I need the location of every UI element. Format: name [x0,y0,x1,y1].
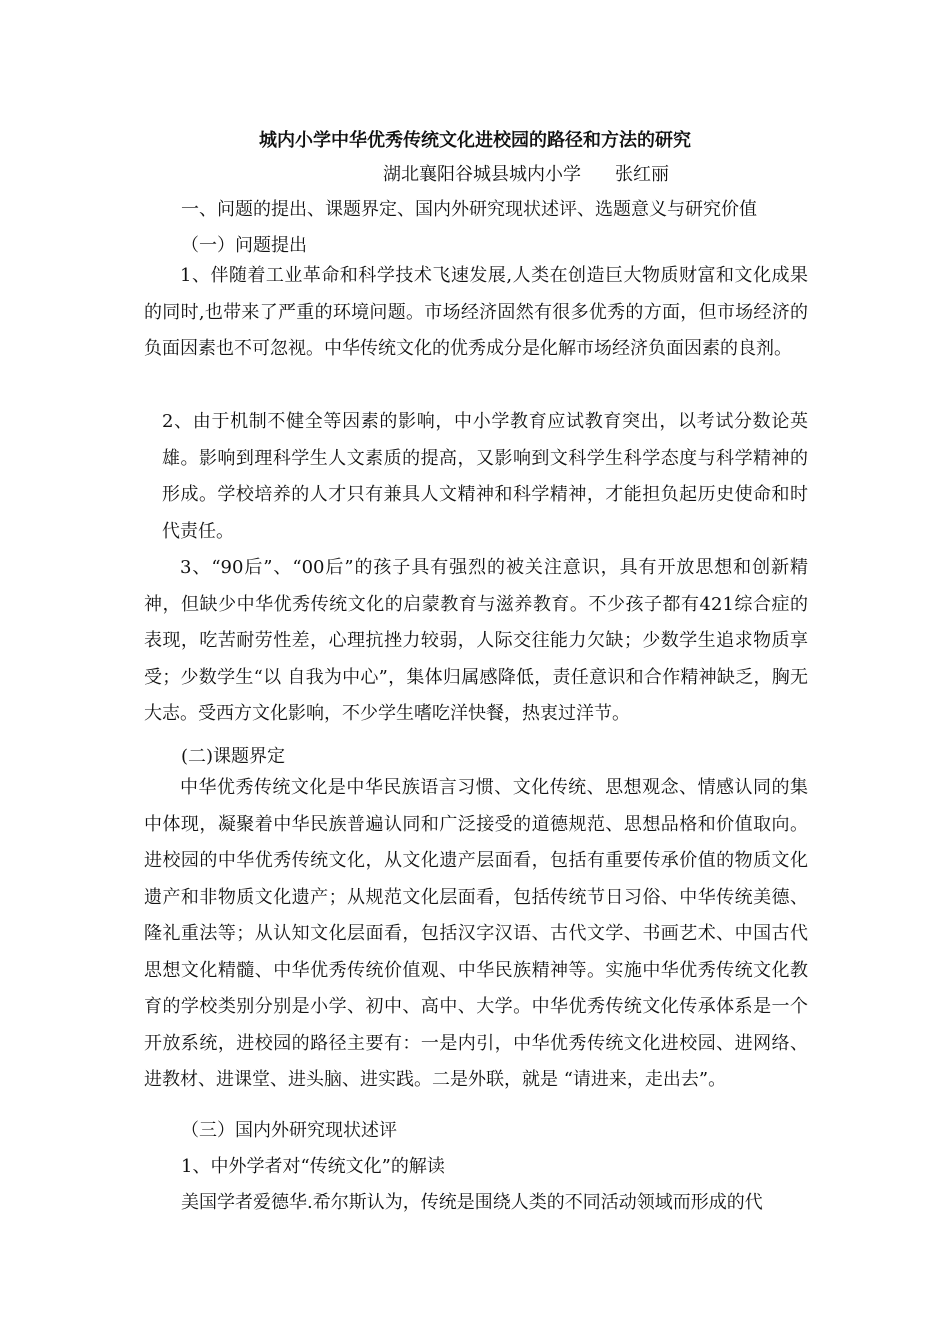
section-heading: 一、问题的提出、课题界定、国内外研究现状述评、选题意义与研究价值 [181,199,757,220]
document-title: 城内小学中华优秀传统文化进校园的路径和方法的研究 [259,130,691,151]
author-line [383,160,669,186]
subsection-heading: （一）问题提出 [181,235,307,256]
subsection-heading: (二)课题界定 [181,746,286,767]
paragraph: 3、“90后”、“00后”的孩子具有强烈的被关注意识，具有开放思想和创新精神，但缺少中华优秀传统文化的启蒙教育与滋养教育。不少孩子都有421综合症的表现，吃苦耐劳性差，心理抗挫力较弱，人际交往能力欠缺；少数学生追求物质享受；少数学生“以 自我为中心”，集体归属感降低，责任意识和合作精神缺乏，胸无大志。受西方文化影响，不少学生嗜吃洋快餐，热衷过洋节。 [144,557,808,724]
subsection-heading: 1、中外学者对“传统文化”的解读 [181,1156,445,1177]
paragraph: 中华优秀传统文化是中华民族语言习惯、文化传统、思想观念、情感认同的集中体现，凝聚着中华民族普遍认同和广泛接受的道德规范、思想品格和价值取向。进校园的中华优秀传统文化，从文化遗产层面看，包括有重要传承价值的物质文化遗产和非物质文化遗产；从规范文化层面看，包括传统节日习俗、中华传统美德、隆礼重法等；从认知文化层面看，包括汉字汉语、古代文学、书画艺术、中国古代思想文化精髓、中华优秀传统价值观、中华民族精神等。实施中华优秀传统文化教育的学校类别分别是小学、初中、高中、大学。中华优秀传统文化传承体系是一个开放系统，进校园的路径主要有：一是内引，中华优秀传统文化进校园、进网络、进教材、进课堂、进头脑、进实践。二是外联，就是 “请进来，走出去”。 [144,777,808,1090]
paragraph: 美国学者爱德华.希尔斯认为，传统是围绕人类的不同活动领域而形成的代 [181,1192,763,1213]
paragraph: 2、由于机制不健全等因素的影响，中小学教育应试教育突出，以考试分数论英雄。影响到理科学生人文素质的提高，又影响到文科学生科学态度与科学精神的形成。学校培养的人才只有兼具人文精神和科学精神，才能担负起历史使命和时代责任。 [162,411,808,542]
subsection-heading: （三）国内外研究现状述评 [181,1120,397,1141]
author-name: 张红丽 [615,164,669,185]
paragraph: 1、伴随着工业革命和科学技术飞速发展,人类在创造巨大物质财富和文化成果的同时,也带来了严重的环境问题。市场经济固然有很多优秀的方面，但市场经济的负面因素也不可忽视。中华传统文化的优秀成分是化解市场经济负面因素的良剂。 [144,265,808,359]
author-organization: 湖北襄阳谷城县城内小学 [383,164,581,185]
